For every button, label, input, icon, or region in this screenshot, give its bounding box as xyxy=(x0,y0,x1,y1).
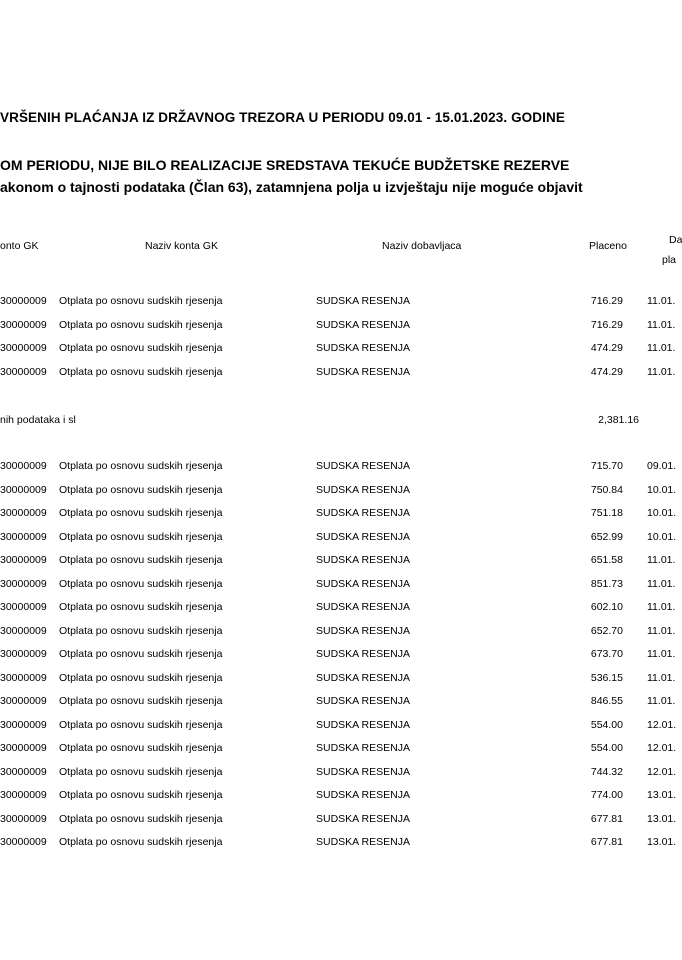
konto-cell: 30000009 xyxy=(0,295,47,307)
date-cell: 12.01. xyxy=(647,718,677,731)
naziv-cell: Otplata po osnovu sudskih rjesenja xyxy=(59,507,223,519)
placeno-cell: 716.29 xyxy=(590,318,623,331)
date-cell: 13.01. xyxy=(647,836,677,848)
naziv-cell: Otplata po osnovu sudskih rjesenja xyxy=(59,601,223,613)
naziv-cell: Otplata po osnovu sudskih rjesenja xyxy=(59,295,223,307)
date-cell: 11.01. xyxy=(647,601,676,613)
header-date-bottom: pla xyxy=(662,254,677,266)
dobavljac-cell: SUDSKA RESENJA xyxy=(316,507,410,519)
naziv-cell: Otplata po osnovu sudskih rjesenja xyxy=(59,836,223,848)
report-title: VRŠENIH PLAĆANJA IZ DRŽAVNOG TREZORA U PERIODU 09.01 - 15.01.2023. GODINE xyxy=(0,110,565,125)
konto-cell: 30000009 xyxy=(0,648,47,660)
dobavljac-cell: SUDSKA RESENJA xyxy=(316,812,410,825)
naziv-cell: Otplata po osnovu sudskih rjesenja xyxy=(59,789,223,801)
placeno-cell: 715.70 xyxy=(590,460,623,472)
konto-cell: 30000009 xyxy=(0,624,47,637)
date-cell: 11.01. xyxy=(647,295,676,307)
placeno-cell: 774.00 xyxy=(590,789,623,801)
placeno-cell: 554.00 xyxy=(590,718,623,731)
naziv-cell: Otplata po osnovu sudskih rjesenja xyxy=(59,460,223,472)
date-cell: 11.01. xyxy=(647,577,676,590)
subtotal-label: nih podataka i sl xyxy=(0,414,76,426)
placeno-cell: 652.99 xyxy=(590,530,623,543)
header-konto: onto GK xyxy=(0,240,39,252)
naziv-cell: Otplata po osnovu sudskih rjesenja xyxy=(59,648,223,660)
date-cell: 10.01. xyxy=(647,483,677,496)
placeno-cell: 651.58 xyxy=(590,554,623,566)
dobavljac-cell: SUDSKA RESENJA xyxy=(316,342,410,354)
dobavljac-cell: SUDSKA RESENJA xyxy=(316,483,410,496)
naziv-cell: Otplata po osnovu sudskih rjesenja xyxy=(59,718,223,731)
konto-cell: 30000009 xyxy=(0,554,47,566)
naziv-cell: Otplata po osnovu sudskih rjesenja xyxy=(59,342,223,354)
placeno-cell: 744.32 xyxy=(590,765,623,778)
dobavljac-cell: SUDSKA RESENJA xyxy=(316,718,410,731)
konto-cell: 30000009 xyxy=(0,460,47,472)
date-cell: 09.01. xyxy=(647,460,677,472)
date-cell: 13.01. xyxy=(647,812,677,825)
placeno-cell: 846.55 xyxy=(590,695,623,707)
placeno-cell: 554.00 xyxy=(590,742,623,754)
subtotal-value: 2,381.16 xyxy=(598,414,639,426)
konto-cell: 30000009 xyxy=(0,507,47,519)
date-cell: 12.01. xyxy=(647,742,677,754)
naziv-cell: Otplata po osnovu sudskih rjesenja xyxy=(59,742,223,754)
naziv-cell: Otplata po osnovu sudskih rjesenja xyxy=(59,624,223,637)
header-dobavljac: Naziv dobavljaca xyxy=(382,240,462,252)
naziv-cell: Otplata po osnovu sudskih rjesenja xyxy=(59,483,223,496)
konto-cell: 30000009 xyxy=(0,483,47,496)
dobavljac-cell: SUDSKA RESENJA xyxy=(316,648,410,660)
reserve-note: OM PERIODU, NIJE BILO REALIZACIJE SREDSTAVA TEKUĆE BUDŽETSKE REZERVE xyxy=(0,157,570,173)
date-cell: 11.01. xyxy=(647,318,676,331)
header-date-top: Da xyxy=(669,234,682,246)
konto-cell: 30000009 xyxy=(0,577,47,590)
confidentiality-note: akonom o tajnosti podataka (Član 63), zatamnjena polja u izvještaju nije moguće objavit xyxy=(0,179,583,195)
dobavljac-cell: SUDSKA RESENJA xyxy=(316,554,410,566)
konto-cell: 30000009 xyxy=(0,318,47,331)
placeno-cell: 474.29 xyxy=(590,365,623,378)
naziv-cell: Otplata po osnovu sudskih rjesenja xyxy=(59,577,223,590)
placeno-cell: 716.29 xyxy=(590,295,623,307)
konto-cell: 30000009 xyxy=(0,530,47,543)
naziv-cell: Otplata po osnovu sudskih rjesenja xyxy=(59,554,223,566)
placeno-cell: 677.81 xyxy=(590,836,623,848)
date-cell: 11.01. xyxy=(647,648,676,660)
date-cell: 11.01. xyxy=(647,671,676,684)
header-placeno: Placeno xyxy=(589,240,627,252)
konto-cell: 30000009 xyxy=(0,836,47,848)
dobavljac-cell: SUDSKA RESENJA xyxy=(316,789,410,801)
placeno-cell: 751.18 xyxy=(590,507,623,519)
header-naziv-konta: Naziv konta GK xyxy=(145,240,218,252)
konto-cell: 30000009 xyxy=(0,342,47,354)
placeno-cell: 652.70 xyxy=(590,624,623,637)
placeno-cell: 677.81 xyxy=(590,812,623,825)
naziv-cell: Otplata po osnovu sudskih rjesenja xyxy=(59,812,223,825)
dobavljac-cell: SUDSKA RESENJA xyxy=(316,624,410,637)
konto-cell: 30000009 xyxy=(0,695,47,707)
dobavljac-cell: SUDSKA RESENJA xyxy=(316,577,410,590)
konto-cell: 30000009 xyxy=(0,671,47,684)
konto-cell: 30000009 xyxy=(0,812,47,825)
naziv-cell: Otplata po osnovu sudskih rjesenja xyxy=(59,318,223,331)
placeno-cell: 536.15 xyxy=(590,671,623,684)
placeno-cell: 673.70 xyxy=(590,648,623,660)
placeno-cell: 474.29 xyxy=(590,342,623,354)
naziv-cell: Otplata po osnovu sudskih rjesenja xyxy=(59,671,223,684)
date-cell: 11.01. xyxy=(647,695,676,707)
naziv-cell: Otplata po osnovu sudskih rjesenja xyxy=(59,365,223,378)
naziv-cell: Otplata po osnovu sudskih rjesenja xyxy=(59,530,223,543)
dobavljac-cell: SUDSKA RESENJA xyxy=(316,836,410,848)
konto-cell: 30000009 xyxy=(0,365,47,378)
dobavljac-cell: SUDSKA RESENJA xyxy=(316,295,410,307)
date-cell: 11.01. xyxy=(647,342,676,354)
date-cell: 11.01. xyxy=(647,365,676,378)
dobavljac-cell: SUDSKA RESENJA xyxy=(316,695,410,707)
date-cell: 10.01. xyxy=(647,530,677,543)
naziv-cell: Otplata po osnovu sudskih rjesenja xyxy=(59,765,223,778)
dobavljac-cell: SUDSKA RESENJA xyxy=(316,460,410,472)
dobavljac-cell: SUDSKA RESENJA xyxy=(316,318,410,331)
dobavljac-cell: SUDSKA RESENJA xyxy=(316,765,410,778)
naziv-cell: Otplata po osnovu sudskih rjesenja xyxy=(59,695,223,707)
date-cell: 10.01. xyxy=(647,507,677,519)
placeno-cell: 602.10 xyxy=(590,601,623,613)
dobavljac-cell: SUDSKA RESENJA xyxy=(316,530,410,543)
dobavljac-cell: SUDSKA RESENJA xyxy=(316,742,410,754)
date-cell: 11.01. xyxy=(647,554,676,566)
dobavljac-cell: SUDSKA RESENJA xyxy=(316,671,410,684)
dobavljac-cell: SUDSKA RESENJA xyxy=(316,601,410,613)
date-cell: 12.01. xyxy=(647,765,677,778)
konto-cell: 30000009 xyxy=(0,789,47,801)
dobavljac-cell: SUDSKA RESENJA xyxy=(316,365,410,378)
placeno-cell: 851.73 xyxy=(590,577,623,590)
konto-cell: 30000009 xyxy=(0,718,47,731)
placeno-cell: 750.84 xyxy=(590,483,623,496)
date-cell: 13.01. xyxy=(647,789,677,801)
date-cell: 11.01. xyxy=(647,624,676,637)
konto-cell: 30000009 xyxy=(0,765,47,778)
konto-cell: 30000009 xyxy=(0,601,47,613)
konto-cell: 30000009 xyxy=(0,742,47,754)
